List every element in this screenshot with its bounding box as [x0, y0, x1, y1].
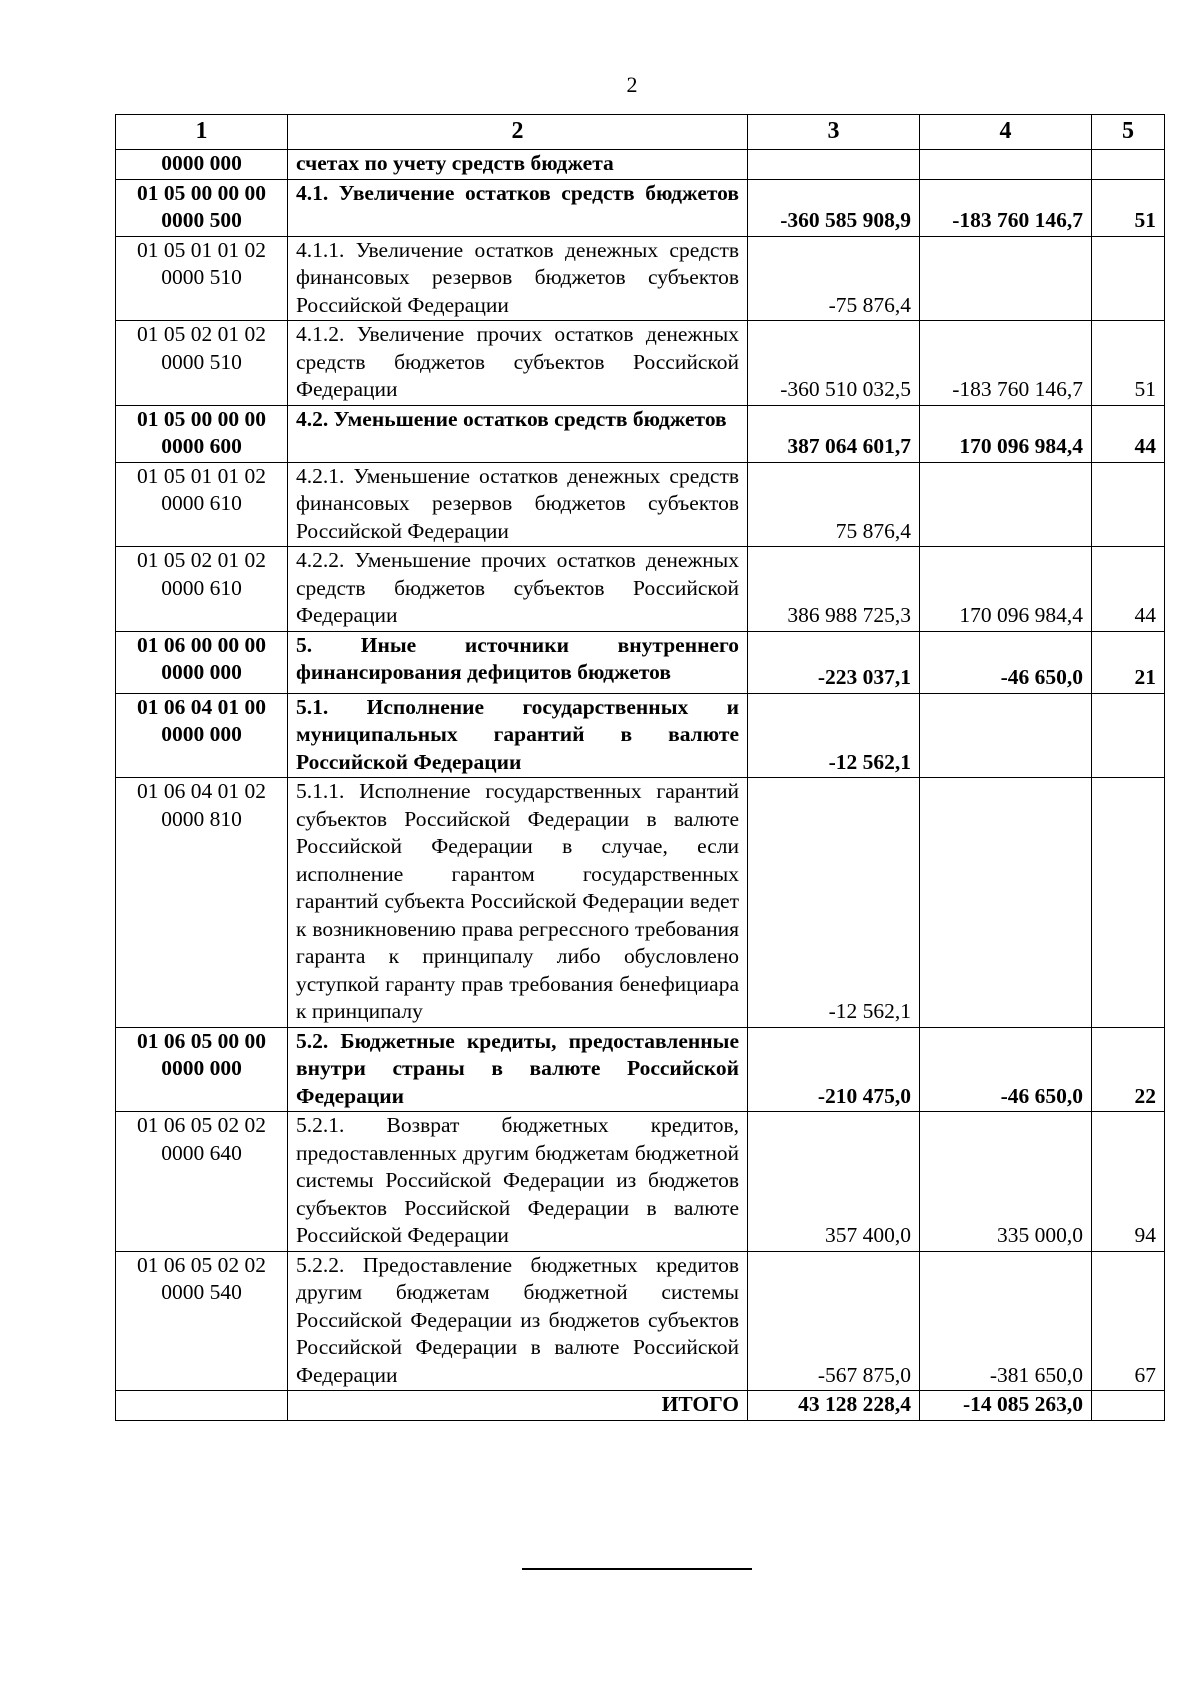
row-value-col4: -46 650,0 [920, 631, 1092, 693]
table-row [116, 1112, 1165, 1252]
row-code: 01 06 05 02 02 0000 640 [116, 1112, 288, 1252]
row-value-col5: 44 [1092, 405, 1165, 462]
row-value-col5: 94 [1092, 1112, 1165, 1252]
table-row [116, 693, 1165, 778]
table-row [116, 236, 1165, 321]
total-value-col4: -14 085 263,0 [920, 1391, 1092, 1421]
table-row [116, 547, 1165, 632]
row-value-col4 [920, 236, 1092, 321]
footer-divider [522, 1568, 752, 1570]
row-code: 01 05 01 01 02 0000 510 [116, 236, 288, 321]
table-row [116, 179, 1165, 236]
row-value-col3: -360 510 032,5 [748, 321, 920, 406]
row-code: 01 06 00 00 00 0000 000 [116, 631, 288, 693]
row-value-col5: 67 [1092, 1251, 1165, 1391]
row-code: 0000 000 [116, 150, 288, 180]
row-value-col4 [920, 693, 1092, 778]
table-row [116, 631, 1165, 693]
row-description: 5.1. Исполнение государственных и муниципальных гарантий в валюте Российской Федерации [288, 693, 748, 778]
total-value-col5 [1092, 1391, 1165, 1421]
table-row [116, 1251, 1165, 1391]
row-description: 5.2.1. Возврат бюджетных кредитов, предоставленных другим бюджетам бюджетной системы Российской Федерации из бюджетов субъектов Российской Федерации в валюте Российской Федерации [288, 1112, 748, 1252]
row-code: 01 05 02 01 02 0000 610 [116, 547, 288, 632]
total-row [116, 1391, 1165, 1421]
row-description: 5.1.1. Исполнение государственных гарантий субъектов Российской Федерации в валюте Российской Федерации в случае, если исполнение гарантом государственных гарантий субъекта Российской Федерации ведет к возникновению права регрессного требования гаранта к принципалу либо обусловлено уступкой гаранту прав требования бенефициара к принципалу [288, 778, 748, 1028]
row-description: 5. Иные источники внутреннего финансирования дефицитов бюджетов [288, 631, 748, 693]
row-value-col5: 21 [1092, 631, 1165, 693]
row-code: 01 06 04 01 02 0000 810 [116, 778, 288, 1028]
row-value-col3: -567 875,0 [748, 1251, 920, 1391]
row-value-col3: -223 037,1 [748, 631, 920, 693]
column-header: 2 [288, 115, 748, 150]
row-value-col3: -12 562,1 [748, 693, 920, 778]
row-value-col5: 22 [1092, 1027, 1165, 1112]
table-header-row [116, 115, 1165, 150]
row-description: 4.1. Увеличение остатков средств бюджетов [288, 179, 748, 236]
row-value-col3: 386 988 725,3 [748, 547, 920, 632]
table-row [116, 150, 1165, 180]
row-value-col4 [920, 462, 1092, 547]
row-code: 01 05 00 00 00 0000 500 [116, 179, 288, 236]
table-row [116, 462, 1165, 547]
table-row [116, 1027, 1165, 1112]
row-code: 01 05 00 00 00 0000 600 [116, 405, 288, 462]
row-description: 4.2. Уменьшение остатков средств бюджетов [288, 405, 748, 462]
table-row [116, 405, 1165, 462]
column-header: 3 [748, 115, 920, 150]
page-number: 2 [626, 72, 638, 97]
row-value-col3: -12 562,1 [748, 778, 920, 1028]
row-value-col4: -183 760 146,7 [920, 179, 1092, 236]
row-code: 01 06 05 00 00 0000 000 [116, 1027, 288, 1112]
column-header: 4 [920, 115, 1092, 150]
row-value-col5 [1092, 236, 1165, 321]
row-value-col4: -183 760 146,7 [920, 321, 1092, 406]
row-code: 01 05 01 01 02 0000 610 [116, 462, 288, 547]
row-value-col5 [1092, 778, 1165, 1028]
row-code: 01 06 05 02 02 0000 540 [116, 1251, 288, 1391]
total-code-empty [116, 1391, 288, 1421]
row-value-col5: 51 [1092, 179, 1165, 236]
total-label: ИТОГО [288, 1391, 748, 1421]
row-description: 4.2.1. Уменьшение остатков денежных средств финансовых резервов бюджетов субъектов Российской Федерации [288, 462, 748, 547]
row-description: 5.2. Бюджетные кредиты, предоставленные внутри страны в валюте Российской Федерации [288, 1027, 748, 1112]
row-value-col4: -381 650,0 [920, 1251, 1092, 1391]
row-value-col4: 170 096 984,4 [920, 547, 1092, 632]
table-row [116, 778, 1165, 1028]
row-value-col4: 170 096 984,4 [920, 405, 1092, 462]
column-header: 5 [1092, 115, 1165, 150]
budget-sources-table [115, 114, 1165, 1421]
row-value-col5 [1092, 462, 1165, 547]
row-value-col4: -46 650,0 [920, 1027, 1092, 1112]
row-value-col5 [1092, 150, 1165, 180]
row-value-col5: 44 [1092, 547, 1165, 632]
row-description: счетах по учету средств бюджета [288, 150, 748, 180]
row-code: 01 06 04 01 00 0000 000 [116, 693, 288, 778]
row-value-col5: 51 [1092, 321, 1165, 406]
row-description: 4.1.1. Увеличение остатков денежных средств финансовых резервов бюджетов субъектов Российской Федерации [288, 236, 748, 321]
row-code: 01 05 02 01 02 0000 510 [116, 321, 288, 406]
row-value-col3: -75 876,4 [748, 236, 920, 321]
row-value-col3 [748, 150, 920, 180]
row-value-col3: -360 585 908,9 [748, 179, 920, 236]
row-value-col3: 387 064 601,7 [748, 405, 920, 462]
row-value-col4 [920, 778, 1092, 1028]
column-header: 1 [116, 115, 288, 150]
row-value-col3: 75 876,4 [748, 462, 920, 547]
row-value-col5 [1092, 693, 1165, 778]
row-value-col4: 335 000,0 [920, 1112, 1092, 1252]
row-description: 4.2.2. Уменьшение прочих остатков денежных средств бюджетов субъектов Российской Федерации [288, 547, 748, 632]
row-description: 5.2.2. Предоставление бюджетных кредитов другим бюджетам бюджетной системы Российской Федерации из бюджетов субъектов Российской Федерации в валюте Российской Федерации [288, 1251, 748, 1391]
total-value-col3: 43 128 228,4 [748, 1391, 920, 1421]
row-value-col3: 357 400,0 [748, 1112, 920, 1252]
table-row [116, 321, 1165, 406]
row-value-col3: -210 475,0 [748, 1027, 920, 1112]
row-value-col4 [920, 150, 1092, 180]
row-description: 4.1.2. Увеличение прочих остатков денежных средств бюджетов субъектов Российской Федерации [288, 321, 748, 406]
